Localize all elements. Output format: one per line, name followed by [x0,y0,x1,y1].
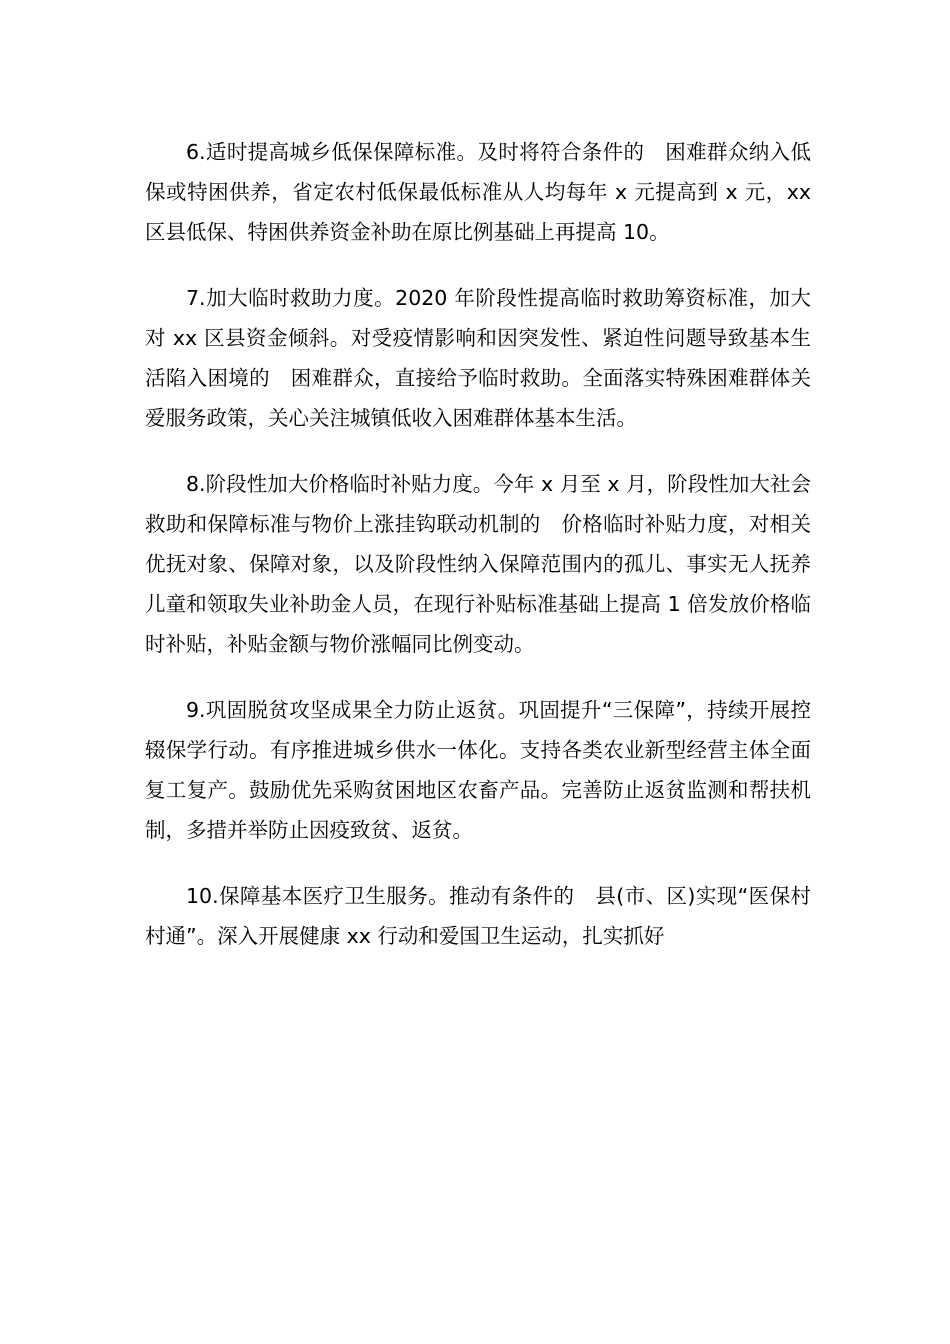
paragraph-8: 8.阶段性加大价格临时补贴力度。今年 x 月至 x 月，阶段性加大社会救助和保障标准与物价上涨挂钩联动机制的 价格临时补贴力度，对相关优抚对象、保障对象，以及阶段性纳入保障范围内的孤儿、事实无人抚养儿童和领取失业补助金人员，在现行补贴标准基础上提高 1 倍发放价格临时补贴，补贴金额与物价涨幅同比例变动。 [145,472,811,656]
paragraph-9: 9.巩固脱贫攻坚成果全力防止返贫。巩固提升“三保障”，持续开展控辍保学行动。有序推进城乡供水一体化。支持各类农业新型经营主体全面复工复产。鼓励优先采购贫困地区农畜产品。完善防止返贫监测和帮扶机制，多措并举防止因疫致贫、返贫。 [145,698,811,842]
paragraph-6: 6.适时提高城乡低保保障标准。及时将符合条件的 困难群众纳入低保或特困供养，省定农村低保最低标准从人均每年 x 元提高到 x 元，xx 区县低保、特困供养资金补助在原比例基础上再提高 10。 [145,140,811,244]
paragraph-10: 10.保障基本医疗卫生服务。推动有条件的 县(市、区)实现“医保村村通”。深入开展健康 xx 行动和爱国卫生运动，扎实抓好 [145,884,811,948]
paragraph-7: 7.加大临时救助力度。2020 年阶段性提高临时救助筹资标准，加大对 xx 区县资金倾斜。对受疫情影响和因突发性、紧迫性问题导致基本生活陷入困境的 困难群众，直接给予临时救助。全面落实特殊困难群体关爱服务政策，关心关注城镇低收入困难群体基本生活。 [145,286,811,430]
document-body [145,132,811,982]
